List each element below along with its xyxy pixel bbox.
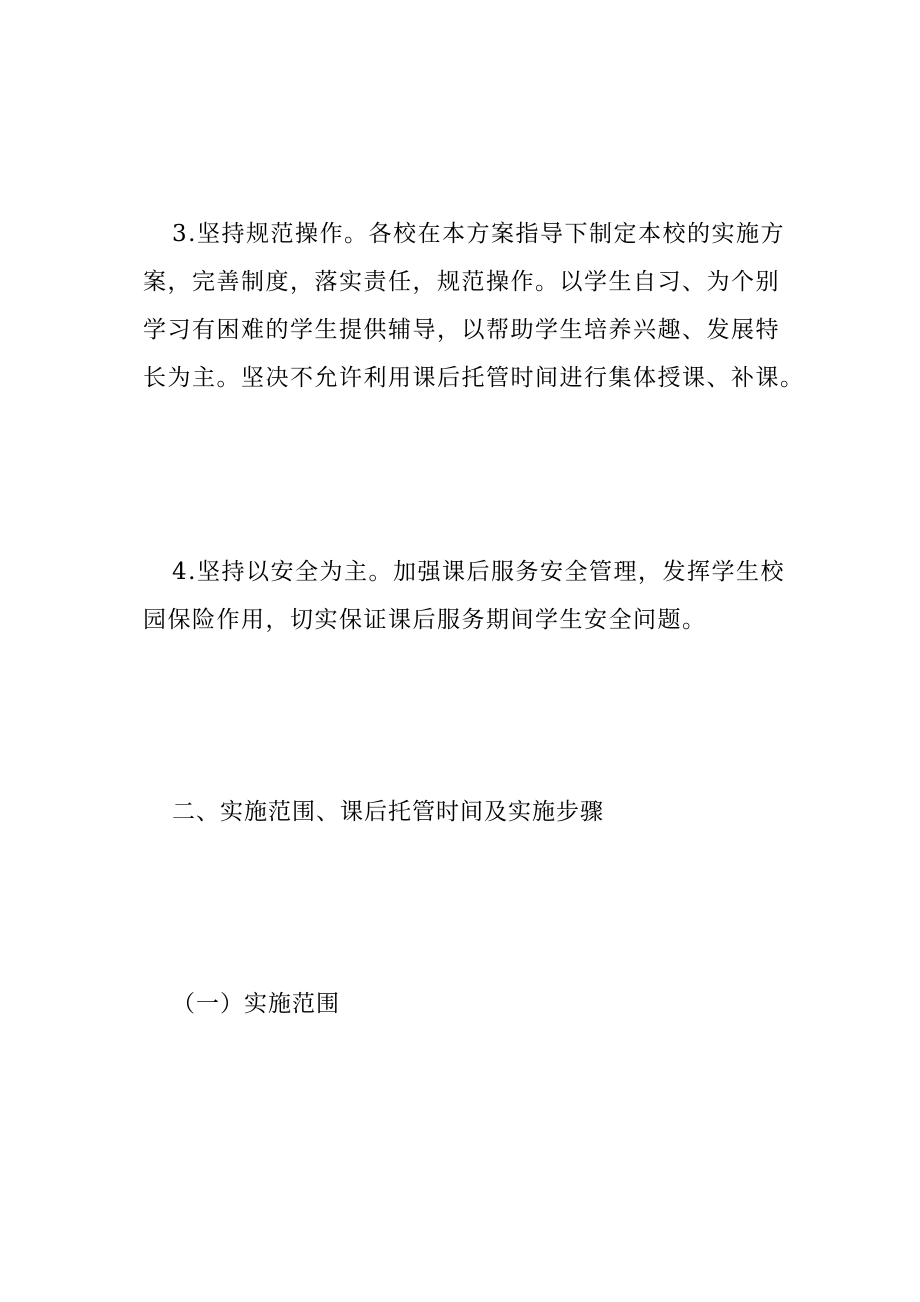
subsection-heading: （一）实施范围 [172,991,340,1017]
paragraph-4-line-2: 园保险作用，切实保证课后服务期间学生安全问题。 [143,607,707,633]
paragraph-3-line-2: 案，完善制度，落实责任，规范操作。以学生自习、为个别 [143,269,780,295]
paragraph-3-line-1: 3.坚持规范操作。各校在本方案指导下制定本校的实施方 [172,221,785,247]
paragraph-3-line-3: 学习有困难的学生提供辅导，以帮助学生培养兴趣、发展特 [143,317,780,343]
section-heading: 二、实施范围、课后托管时间及实施步骤 [172,799,604,825]
paragraph-3-line-4: 长为主。坚决不允许利用课后托管时间进行集体授课、补课。 [143,365,805,391]
paragraph-4-line-1: 4.坚持以安全为主。加强课后服务安全管理，发挥学生校 [172,559,785,585]
